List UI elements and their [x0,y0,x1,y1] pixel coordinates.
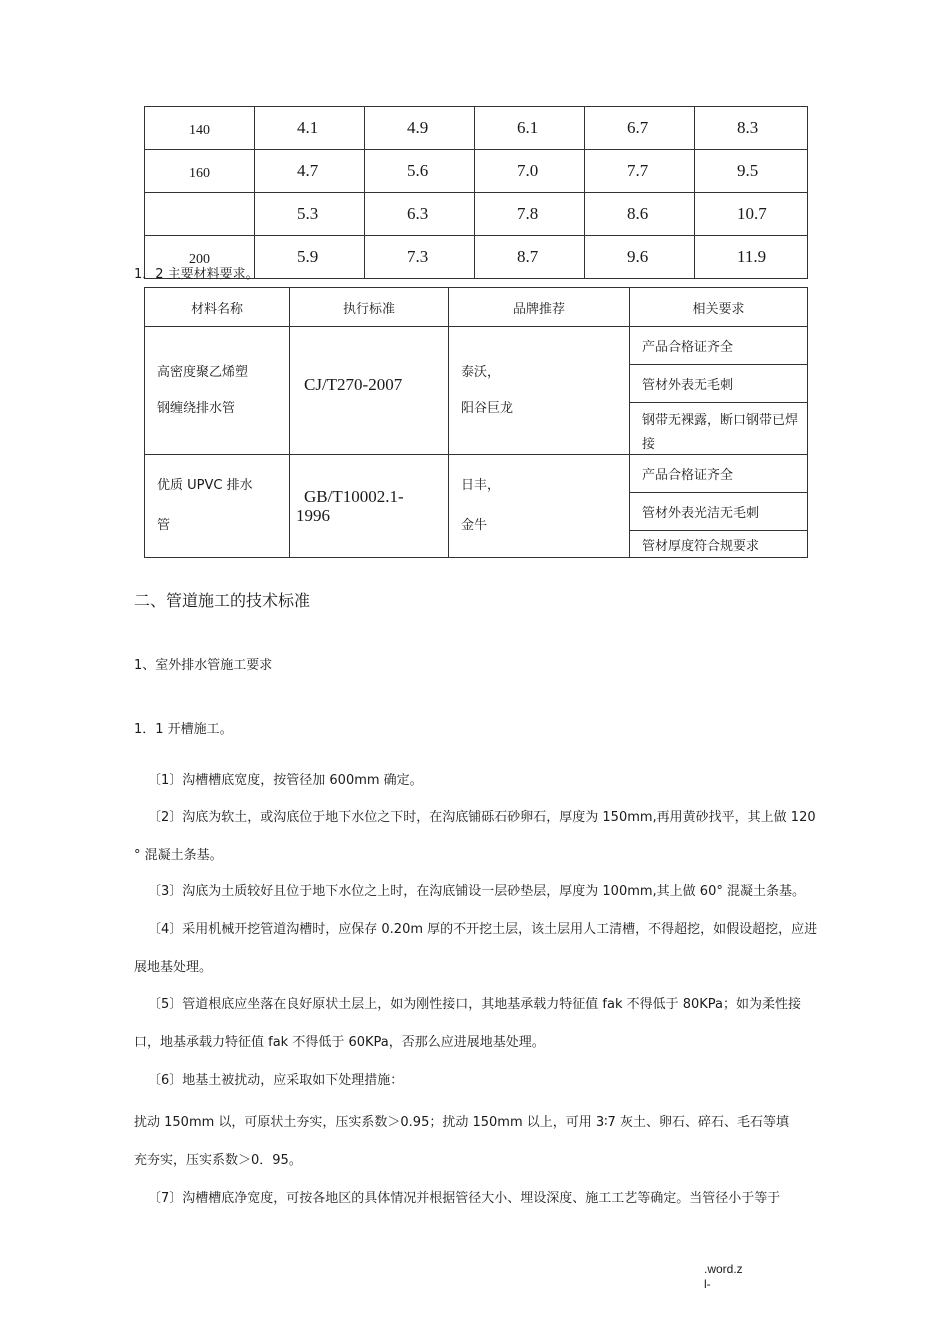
material-name-line: 钢缠绕排水管 [157,400,236,416]
requirements-cell [630,455,808,558]
material-name-line: 管 [157,518,171,533]
paragraph: 〔5〕管道根底应坐落在良好原状土层上，如为刚性接口，其地基承载力特征值 fak 不得低于 80KPa；如为柔性接 [148,997,802,1012]
value-cell: 4.9 [365,107,475,150]
material-name-line: 优质 UPVC 排水 [157,478,253,493]
value-cell: 10.7 [695,193,808,236]
material-name-line: 高密度聚乙烯塑 [157,364,249,380]
requirement-item [630,403,807,450]
material-name-cell [145,455,290,558]
header-brand: 品牌推荐 [449,288,630,327]
requirement-line: 钢带无裸露，断口钢带已焊 [642,413,799,428]
value-cell: 9.5 [695,150,808,193]
material-name-cell [145,327,290,455]
paragraph: 〔3〕沟底为土质较好且位于地下水位之上时，在沟底铺设一层砂垫层，厚度为 100mm,其上做 60° 混凝土条基。 [148,884,805,899]
value-cell: 4.7 [255,150,365,193]
dn-cell: 200 [145,236,255,279]
dn-cell: 160 [145,150,255,193]
value-cell: 4.1 [255,107,365,150]
section-title: 二、管道施工的技术标准 [134,591,311,610]
paragraph: 〔2〕沟底为软土，或沟底位于地下水位之下时，在沟底铺砾石砂卵石，厚度为 150mm,再用黄砂找平，其上做 120 [148,810,816,825]
value-cell: 6.3 [365,193,475,236]
requirement-item: 产品合格证齐全 [630,327,807,365]
materials-caption: 1．2 主要材料要求。 [134,267,259,282]
standard-cell [290,455,449,558]
value-cell: 5.3 [255,193,365,236]
header-standard: 执行标准 [290,288,449,327]
value-cell: 5.9 [255,236,365,279]
value-cell: 9.6 [585,236,695,279]
value-cell: 7.7 [585,150,695,193]
value-cell: 5.6 [365,150,475,193]
sub-title: 1、室外排水管施工要求 [134,658,273,673]
standard-text: CJ/T270-2007 [304,374,403,394]
requirement-item: 管材厚度符合规要求 [642,538,760,554]
requirement-line: 接 [642,437,656,452]
table-row [145,150,808,193]
dn-cell [145,193,255,236]
paragraph: 〔6〕地基土被扰动，应采取如下处理措施： [148,1073,404,1088]
value-cell: 8.7 [475,236,585,279]
brand-line: 金牛 [461,518,488,533]
brand-cell [449,455,630,558]
standard-line: 1996 [296,506,330,525]
sub-sub-title: 1．1 开槽施工。 [134,722,233,737]
value-cell: 7.8 [475,193,585,236]
materials-table [144,287,808,558]
requirement-item: 产品合格证齐全 [630,455,807,493]
header-material-name: 材料名称 [145,288,290,327]
paragraph: ° 混凝土条基。 [134,848,223,863]
standard-cell [290,327,449,455]
value-cell: 8.3 [695,107,808,150]
requirement-item: 管材外表无毛刺 [630,365,807,403]
requirement-item: 管材外表光洁无毛刺 [630,493,807,531]
pipe-spec-table [144,106,808,279]
brand-cell [449,327,630,455]
value-cell: 11.9 [695,236,808,279]
material-row [145,455,808,558]
paragraph: 〔1〕沟槽槽底宽度，按管径加 600mm 确定。 [148,773,423,788]
value-cell: 7.3 [365,236,475,279]
standard-line: GB/T10002.1- [304,487,404,506]
header-requirements: 相关要求 [630,288,808,327]
material-row [145,327,808,455]
paragraph: 扰动 150mm 以，可原状土夯实，压实系数＞0.95；扰动 150mm 以上，可用 3∶7 灰土、卵石、碎石、毛石等填 [134,1115,789,1130]
paragraph: 〔4〕采用机械开挖管道沟槽时，应保存 0.20m 厚的不开挖土层，该土层用人工清槽，不得超挖，如假设超挖，应进 [148,922,818,937]
dn-cell: 140 [145,107,255,150]
brand-line: 日丰， [461,478,501,493]
table-row [145,107,808,150]
paragraph: 展地基处理。 [134,960,213,975]
brand-line: 泰沃， [461,364,501,380]
paragraph: 口，地基承载力特征值 fak 不得低于 60KPa，否那么应进展地基处理。 [134,1035,545,1050]
footer-line: l- [704,1277,711,1291]
brand-line: 阳谷巨龙 [461,400,514,416]
value-cell: 7.0 [475,150,585,193]
value-cell: 8.6 [585,193,695,236]
table-row [145,193,808,236]
value-cell: 6.7 [585,107,695,150]
value-cell: 6.1 [475,107,585,150]
footer-line: .word.z [704,1262,743,1276]
paragraph: 充夯实，压实系数＞0．95。 [134,1153,302,1168]
paragraph: 〔7〕沟槽槽底净宽度，可按各地区的具体情况并根据管径大小、埋设深度、施工工艺等确定。当管径小于等于 [148,1191,781,1206]
requirements-cell [630,327,808,455]
